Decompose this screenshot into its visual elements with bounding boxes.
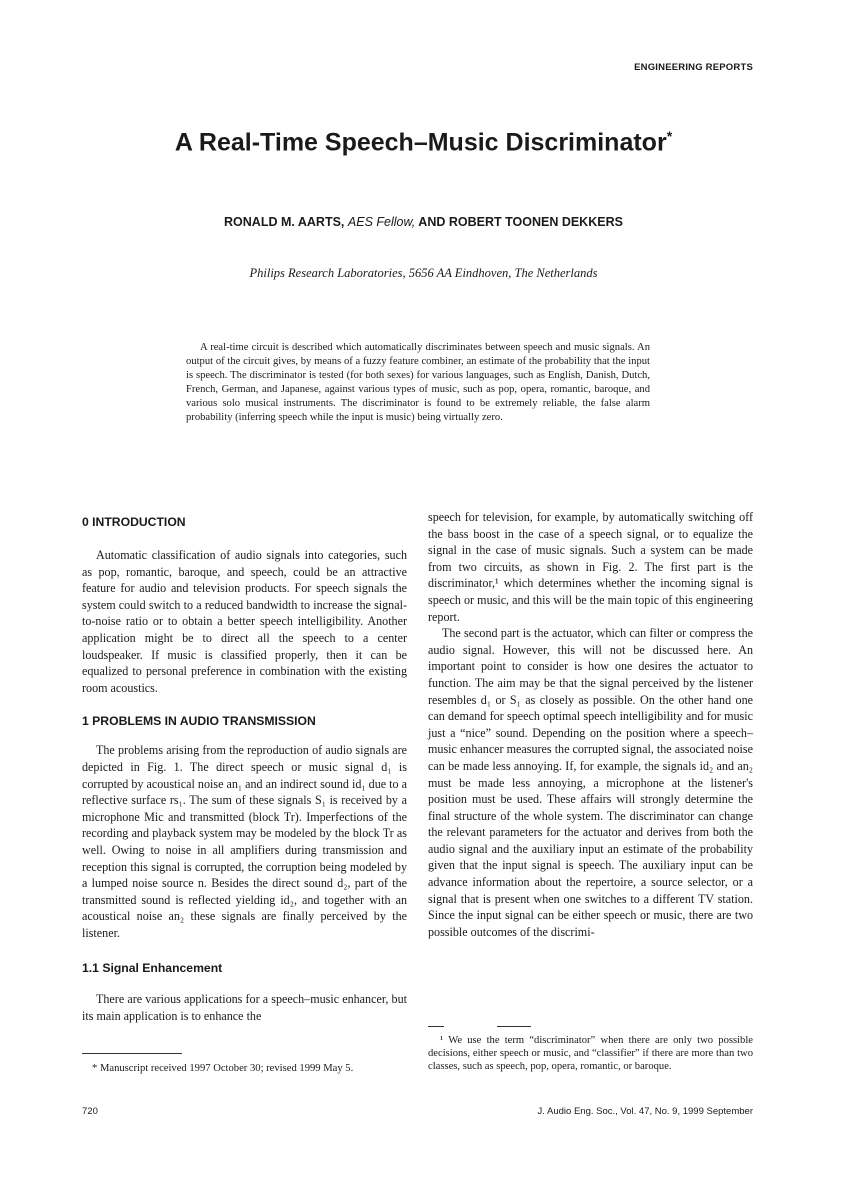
footnote-rule-right-b (497, 1026, 531, 1027)
author-1-fellow: AES Fellow, (347, 215, 416, 229)
heading-signal-enhancement: 1.1 Signal Enhancement (82, 961, 223, 976)
section-tag: ENGINEERING REPORTS (634, 62, 753, 73)
author-1: RONALD M. AARTS, (224, 215, 345, 229)
paragraph-problems: The problems arising from the reproduction of audio signals are depicted in Fig. 1. The direct speech or music signal d₁ is corrupted by acoustical noise an₁ and an indirect sound id₁ due to a reflective surface rs₁. The sum of these signals S₁ is received by a microphone Mic and transmitted (block Tr). Imperfections of the recording and playback system may be modeled by the block Tr as well. Owing to noise in all amplifiers during transmission and reception this signal is corrupted, the corruption being modeled by a lumped noise source n. Besides the direct sound d₂, part of the transmitted sound is reflected yielding id₂, and together with an acoustical noise an₂ these signals are finally perceived by the listener. (82, 743, 407, 940)
abstract: A real-time circuit is described which automatically discriminates between speech and music signals. An output of the circuit gives, by means of a fuzzy feature combiner, an estimate of the probability that the input is speech. The discriminator is tested (for both sexes) for various languages, such as English, Danish, Dutch, French, German, and Japanese, against various types of music, such as pop, opera, romantic, baroque, and various solo musical instruments. The discriminator is found to be extremely reliable, the false alarm probability (inferring speech while the input is music) being virtually zero. (186, 342, 650, 423)
footnote-rule-left (82, 1053, 182, 1054)
journal-citation: J. Audio Eng. Soc., Vol. 47, No. 9, 1999 September (537, 1106, 753, 1117)
footnote-rule-right-a (428, 1026, 444, 1027)
title-text: A Real-Time Speech–Music Discriminator (174, 128, 667, 157)
left-column (82, 514, 407, 1025)
right-column (428, 509, 753, 940)
author-line (0, 215, 847, 229)
paragraph-enhancement: There are various applications for a speech–music enhancer, but its main application is to enhance the (82, 992, 407, 1024)
paragraph-introduction: Automatic classification of audio signals into categories, such as pop, romantic, baroque, and speech, could be an attractive feature for audio and television products. For speech signals the system could switch to a reduced bandwidth to increase the signal-to-noise ratio or to obtain a better speech intelligibility. Another application might be to direct all the speech to a center loudspeaker. If music is classified properly, then it can be equalized to personal preference in combination with the existing room acoustics. (82, 548, 407, 695)
heading-problems: 1 PROBLEMS IN AUDIO TRANSMISSION (82, 714, 316, 729)
footnote-1: ¹ We use the term “discriminator” when there are only two possible decisions, either speech or music, and “classifier” if there are more than two classes, such as speech, pop, opera, romantic, or baroque. (428, 1035, 753, 1072)
paragraph-actuator: The second part is the actuator, which can filter or compress the audio signal. However, this will not be discussed here. An important point to consider is how one desires the actuator to function. The aim may be that the signal perceived by the listener resembles d₁ or S₁ as closely as possible. On the other hand one can demand for speech optimal speech intelligibility and for music just a “nice” sound. Depending on the position where a speech–music enhancer measures the corrupted signal, the associated noise can be made less annoying. If, for example, the signals id₂ and an₂ must be made less annoying, a microphone at the listener's position must be used. These affairs will strongly determine the final structure of the whole system. The discriminator can change the relevant parameters for the actuator and derives from both the audio signal and the auxiliary input an estimate of the probability given that the input signal is speech. The auxiliary input can be advance information about the repertoire, a source selector, or a signal that is present when one switches to a different TV station. Since the input signal can be either speech or music, there are two possible outcomes of the discrimi- (428, 626, 753, 939)
footnote-manuscript: * Manuscript received 1997 October 30; revised 1999 May 5. (92, 1063, 354, 1074)
page-number: 720 (82, 1106, 98, 1117)
paragraph-speech-television: speech for television, for example, by automatically switching off the bass boost in the case of a speech signal, or to equalize the signal in the case of music signals. Such a system can be made from two circuits, as shown in Fig. 2. The first part is the discriminator,¹ which determines whether the incoming signal is speech or music, and this will be the main topic of this engineering report. (428, 510, 753, 624)
title-footnote-mark: * (666, 128, 673, 144)
heading-introduction: 0 INTRODUCTION (82, 515, 186, 529)
author-2: AND ROBERT TOONEN DEKKERS (418, 215, 623, 229)
affiliation: Philips Research Laboratories, 5656 AA Eindhoven, The Netherlands (249, 266, 598, 280)
paper-title (0, 128, 847, 157)
